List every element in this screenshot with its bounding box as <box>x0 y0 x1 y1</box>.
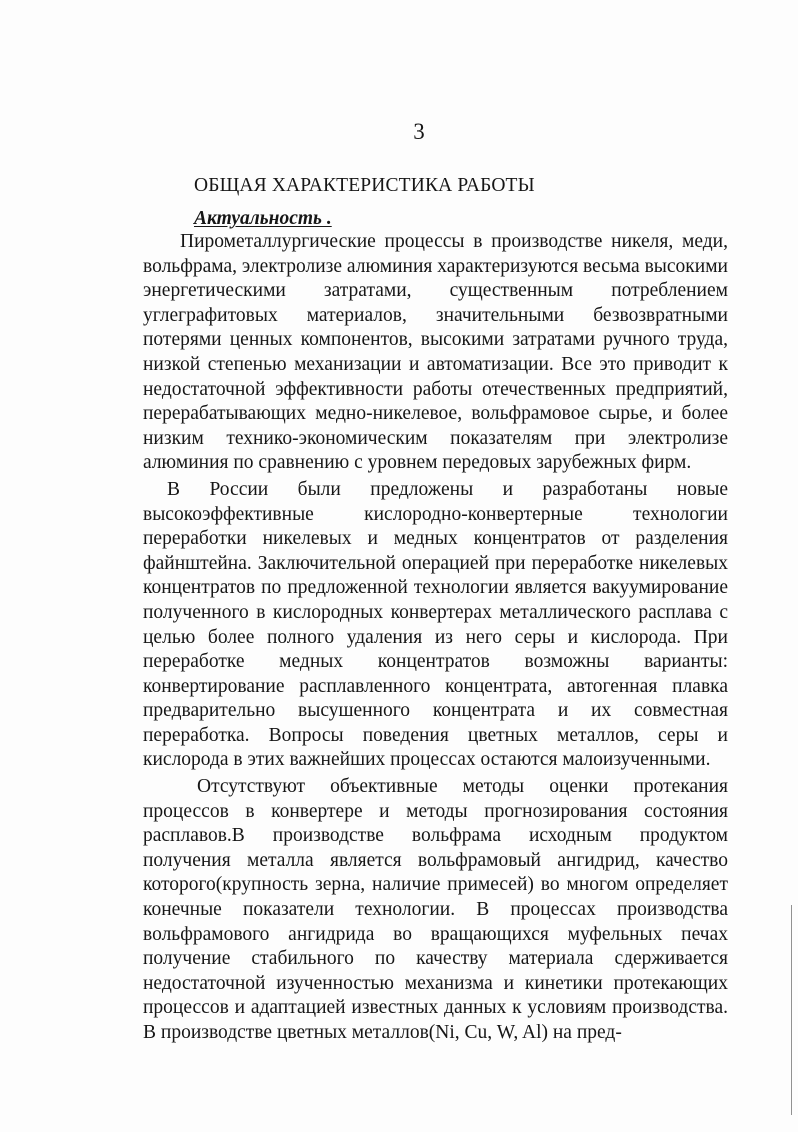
paragraph: В России были предложены и разработаны новые высокоэффективные кислородно-конвертерные технологии переработки никелевых и медных концентратов от разделения файнштейна. Заключительной операцией при переработке никелевых концентратов по предложенной технологии является вакуумирование полученного в кислородных конвертерах металлического расплава с целью более полного удаления из него серы и кислорода. При переработке медных концентратов возможны варианты: конвертирование расплавленного концентрата, автогенная плавка предварительно высушенного концентрата и их совместная переработка. Вопросы поведения цветных металлов, серы и кислорода в этих важнейших процессах остаются малоизученными. <box>143 478 728 771</box>
paragraph: Отсутствуют объективные методы оценки протекания процессов в конвертере и методы прогнозирования состояния расплавов.В производстве вольфрама исходным продуктом получения металла является вольфрамовый ангидрид, качество которого(крупность зерна, наличие примесей) во многом определяет конечные показатели технологии. В процессах производства вольфрамового ангидрида во вращающихся муфельных печах получение стабильного по качеству материала сдерживается недостаточной изученностью механизма и кинетики протекающих процессов и адаптацией известных данных к условиям производства. В производстве цветных металлов(Ni, Cu, W, Al) на пред- <box>143 776 728 1043</box>
body-text <box>143 230 728 1046</box>
subsection-heading: Актуальность . <box>194 208 332 229</box>
paragraph: Пирометаллургические процессы в производстве никеля, меди, вольфрама, электролизе алюминия характеризуются весьма высокими энергетическими затратами, существенным потреблением углеграфитовых материалов, значительными безвозвратными потерями ценных компонентов, высокими затратами ручного труда, низкой степенью механизации и автоматизации. Все это приводит к недостаточной эффективности работы отечественных предприятий, перерабатывающих медно-никелевое, вольфрамовое сырье, и более низким технико-экономическим показателям при электролизе алюминия по сравнению с уровнем передовых зарубежных фирм. <box>143 231 728 474</box>
page-number: 3 <box>413 119 425 144</box>
section-heading: ОБЩАЯ ХАРАКТЕРИСТИКА РАБОТЫ <box>194 175 535 196</box>
scan-edge-line <box>791 905 792 1115</box>
